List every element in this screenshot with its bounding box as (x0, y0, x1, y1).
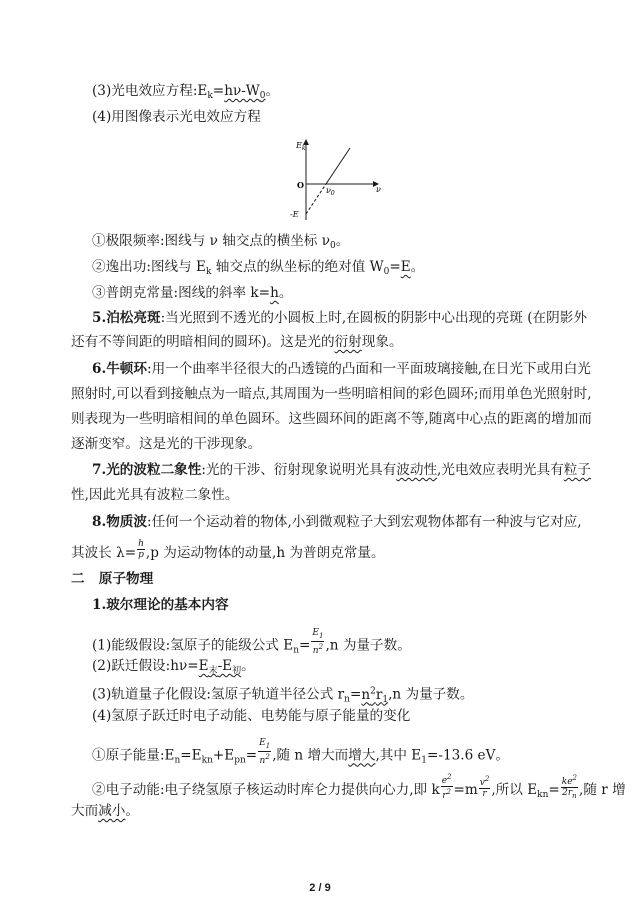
wavelength-fraction: $\frac{h}{p}$ (138, 539, 144, 560)
nu0-label: $\nu_0$ (326, 186, 335, 197)
photoelectric-equation: (3)光电效应方程$:E_k=h\nu-W_0$。 (92, 83, 280, 101)
newton-rings-line3: 则表现为一些明暗相间的单色圆环。这些圆环间的距离不等,随离中心点的距离的增加而 (71, 411, 592, 427)
y-axis-label: $E_k$ (296, 141, 306, 152)
coulomb-fraction: $\frac{e^2}{r^2}$ (441, 773, 452, 801)
x-axis-label: ν (376, 185, 381, 194)
electron-kinetic-energy-line2: 大而减小。 (71, 803, 139, 819)
wave-particle-line1: 7.光的波粒二象性:光的干涉、衍射现象说明光具有波动性,光电效应表明光具有粒子 (92, 462, 591, 478)
section-atomic-physics: 二 原子物理 (71, 571, 154, 587)
graph-heading: (4)用图像表示光电效应方程 (92, 109, 261, 125)
photoelectric-graph (290, 134, 390, 224)
energy-change-heading: (4)氢原子跃迁时电子动能、电势能与原子能量的变化 (92, 708, 411, 724)
orbit-quantization: (3)轨道量子化假设:氢原子轨道半径公式 $r_n=n^2r_1,n$ 为量子数。 (92, 686, 474, 705)
poisson-spot-line2: 还有不等间距的明暗相间的圆环)。这是光的衍射现象。 (71, 334, 403, 350)
wave-particle-line2: 性,因此光具有波粒二象性。 (71, 487, 239, 503)
atomic-energy-fraction: $\frac{E_1}{n^2}$ (259, 738, 271, 766)
limit-frequency: ①极限频率:图线与 ν 轴交点的横坐标 $\nu_0$。 (92, 233, 350, 251)
planck-constant: ③普朗克常量:图线的斜率 k=h。 (92, 285, 293, 301)
newton-rings-line4: 逐渐变窄。这是光的干涉现象。 (71, 436, 262, 452)
kinetic-energy-fraction: $\frac{ke^2}{2r_n}$ (561, 773, 578, 800)
electron-kinetic-energy-line1: ②电子动能:电子绕氢原子核运动时库仑力提供向心力,即 k $\frac{e^2}{r^2}$ =m $\frac{v^2}{r}$ ,所以 $E_{kn}=$ $\frac{ke^2}{2r_n}$ ,随 r 增 (92, 773, 626, 801)
neg-label: -E (290, 210, 299, 219)
poisson-spot-line1: 5.泊松亮斑:当光照到不透光的小圆板上时,在圆板的阴影中心出现的亮斑 (在阴影外 (92, 310, 587, 326)
origin-label: O (297, 180, 304, 190)
atomic-energy: ①原子能量$:E_n=E_{kn}+E_{pn}=$ $\frac{E_1}{n^2}$ ,随 n 增大而增大,其中 $E_1=-13.6$ eV。 (92, 738, 509, 766)
solid-line (326, 148, 350, 184)
work-function: ②逸出功:图线与 $E_k$ 轴交点的纵坐标的绝对值 $W_0=E$。 (92, 259, 425, 277)
page-number: 2 / 9 (309, 882, 331, 894)
matter-wave-line2: 其波长 λ= $\frac{h}{p}$ ,p 为运动物体的动量,h 为普朗克常量。 (71, 539, 385, 561)
energy-fraction: $\frac{E_1}{n^2}$ (312, 628, 324, 656)
bohr-theory-title: 1.玻尔理论的基本内容 (92, 597, 229, 613)
energy-level-hypothesis: (1)能级假设:氢原子的能级公式 $E_n=$ $\frac{E_1}{n^2}$ ,n 为量子数。 (92, 628, 411, 656)
centripetal-fraction: $\frac{v^2}{r}$ (479, 775, 490, 799)
newton-rings-line1: 6.牛顿环:用一个曲率半径很大的凸透镜的凸面和一平面玻璃接触,在日光下或用白光 (92, 361, 591, 377)
dashed-line (306, 184, 326, 214)
newton-rings-line2: 照射时,可以看到接触点为一暗点,其周围为一些明暗相间的彩色圆环;而用单色光照射时, (71, 386, 592, 402)
transition-hypothesis: (2)跃迁假设$:h\nu=E_末-E_初$。 (92, 658, 255, 676)
matter-wave-line1: 8.物质波:任何一个运动着的物体,小到微观粒子大到宏观物体都有一种波与它对应, (92, 514, 582, 530)
